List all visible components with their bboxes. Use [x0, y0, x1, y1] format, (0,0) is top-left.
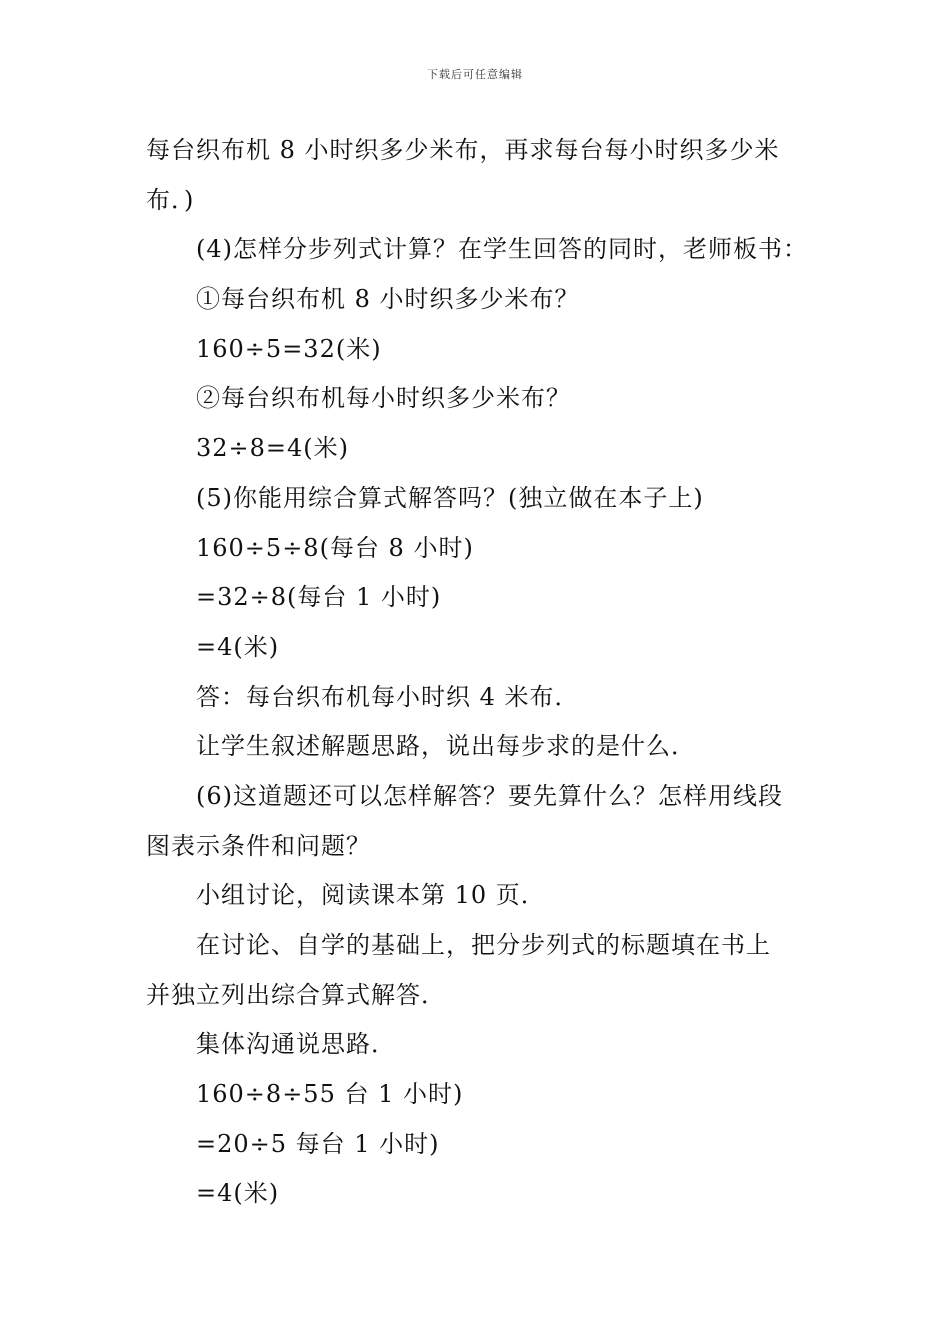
text-line-4: ①每台织布机 8 小时织多少米布？	[196, 285, 580, 314]
text-line-17: 在讨论、自学的基础上，把分步列式的标题填在书上	[196, 931, 771, 959]
text-line-1: 每台织布机 8 小时织多少米布，再求每台每小时织多少米	[146, 136, 780, 164]
text-line-9: 160÷5÷8(每台 8 小时)	[196, 533, 474, 562]
text-line-10: =32÷8(每台 1 小时)	[196, 583, 442, 612]
text-line-13: 让学生叙述解题思路，说出每步求的是什么．	[196, 732, 696, 761]
text-line-5: 160÷5=32(米)	[196, 334, 382, 363]
text-line-7: 32÷8=4(米)	[196, 434, 350, 463]
text-line-6: ②每台织布机每小时织多少米布？	[196, 384, 571, 413]
text-line-21: =20÷5 每台 1 小时)	[196, 1129, 440, 1158]
text-line-8: (5)你能用综合算式解答吗？(独立做在本子上)	[196, 483, 704, 512]
text-line-22: =4(米)	[196, 1179, 280, 1208]
text-line-14: (6)这道题还可以怎样解答？要先算什么？怎样用线段	[196, 781, 783, 810]
text-line-15: 图表示条件和问题？	[146, 831, 371, 860]
text-line-19: 集体沟通说思路．	[196, 1030, 396, 1059]
page-header-note: 下载后可任意编辑	[427, 68, 523, 81]
text-line-18: 并独立列出综合算式解答．	[146, 980, 446, 1009]
text-line-20: 160÷8÷55 台 1 小时)	[196, 1080, 464, 1109]
text-line-16: 小组讨论，阅读课本第 10 页．	[196, 881, 546, 910]
text-line-11: =4(米)	[196, 632, 280, 661]
text-line-12: 答：每台织布机每小时织 4 米布．	[196, 682, 580, 711]
text-line-3: (4)怎样分步列式计算？在学生回答的同时，老师板书：	[196, 235, 808, 264]
document-body	[146, 126, 810, 1219]
text-line-2: 布．)	[146, 185, 195, 214]
